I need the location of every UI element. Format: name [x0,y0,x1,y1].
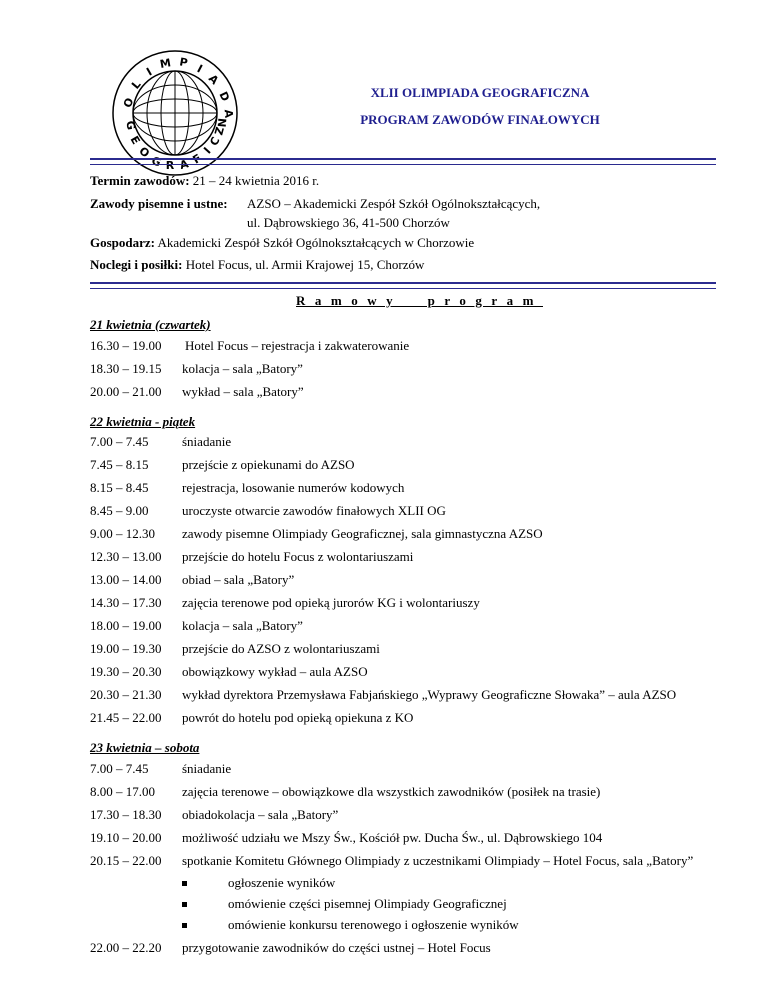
event-desc: wykład dyrektora Przemysława Fabjańskiego „Wyprawy Geograficzne Słowaka” – aula AZSO [182,687,677,702]
event-desc: uroczyste otwarcie zawodów finałowych XLII OG [182,503,446,518]
svg-text:D: D [216,89,232,104]
svg-text:P: P [178,55,189,70]
svg-text:I: I [144,65,155,79]
document-subtitle: PROGRAM ZAWODÓW FINAŁOWYCH [360,112,600,127]
time-cell: 20.30 – 21.30 [90,687,162,702]
time-cell: 19.10 – 20.00 [90,830,162,845]
svg-text:A: A [205,71,222,88]
time-cell: 12.30 – 13.00 [90,549,162,564]
event-desc: przejście z opiekunami do AZSO [182,457,355,472]
bullet-item: omówienie konkursu terenowego i ogłoszenie wyników [228,917,519,932]
event-desc: Hotel Focus – rejestracja i zakwaterowanie [185,338,410,353]
time-cell: 7.00 – 7.45 [90,761,149,776]
termin-line [90,173,319,189]
bullet-item: ogłoszenie wyników [228,875,336,890]
termin-value: 21 – 24 kwietnia 2016 r. [192,173,320,188]
event-desc: wykład – sala „Batory” [182,384,304,399]
time-cell: 21.45 – 22.00 [90,710,162,725]
bullet-icon [182,902,187,907]
zawody-value-2: ul. Dąbrowskiego 36, 41-500 Chorzów [247,215,450,230]
event-desc: zawody pisemne Olimpiady Geograficznej, sala gimnastyczna AZSO [182,526,543,541]
svg-text:I: I [194,62,205,76]
time-cell: 19.30 – 20.30 [90,664,162,679]
noclegi-value: Hotel Focus, ul. Armii Krajowej 15, Chorzów [185,257,425,272]
time-cell: 18.00 – 19.00 [90,618,162,633]
gospodarz-label: Gospodarz: [90,235,155,250]
bullet-icon [182,881,187,886]
event-desc: śniadanie [182,434,232,449]
svg-text:L: L [129,77,144,92]
svg-text:Z: Z [212,125,227,137]
svg-text:G: G [123,119,138,131]
zawody-label: Zawody pisemne i ustne: [90,196,228,211]
svg-text:M: M [158,56,172,71]
time-cell: 8.00 – 17.00 [90,784,155,799]
day-heading-21: 21 kwietnia (czwartek) [90,317,211,332]
time-cell: 16.30 – 19.00 [90,338,162,353]
time-cell: 20.15 – 22.00 [90,853,162,868]
event-desc: przejście do hotelu Focus z wolontariuszami [182,549,414,564]
event-desc: przejście do AZSO z wolontariuszami [182,641,380,656]
time-cell: 8.45 – 9.00 [90,503,149,518]
time-cell: 8.15 – 8.45 [90,480,149,495]
event-desc: obiad – sala „Batory” [182,572,295,587]
bullet-item: omówienie części pisemnej Olimpiady Geograficznej [228,896,507,911]
bullet-icon [182,923,187,928]
svg-text:F: F [190,151,204,167]
event-desc: rejestracja, losowanie numerów kodowych [182,480,405,495]
termin-label: Termin zawodów: [90,173,190,188]
noclegi-line [90,257,424,273]
gospodarz-line [90,235,474,251]
svg-text:E: E [127,133,143,147]
event-desc: kolacja – sala „Batory” [182,361,303,376]
header-divider [90,158,716,165]
event-desc: obowiązkowy wykład – aula AZSO [182,664,368,679]
svg-text:O: O [136,144,153,161]
event-desc: powrót do hotelu pod opieką opiekuna z KO [182,710,414,725]
svg-text:O: O [121,96,137,110]
time-cell: 13.00 – 14.00 [90,572,162,587]
event-desc: przygotowanie zawodników do części ustnej – Hotel Focus [182,940,491,955]
event-desc: możliwość udziału we Mszy Św., Kościół pw. Ducha Św., ul. Dąbrowskiego 104 [182,830,603,845]
svg-text:A: A [178,157,190,172]
time-cell: 14.30 – 17.30 [90,595,162,610]
time-cell: 22.00 – 22.20 [90,940,162,955]
svg-text:A: A [221,108,236,119]
day-heading-22: 22 kwietnia - piątek [90,414,196,429]
document-title: XLII OLIMPIADA GEOGRAFICZNA [370,85,590,100]
svg-text:R: R [165,159,175,172]
event-desc: śniadanie [182,761,232,776]
program-heading: Ramowy program [296,293,543,308]
info-divider [90,282,716,289]
day-heading-23: 23 kwietnia – sobota [90,740,200,755]
gospodarz-value: Akademicki Zespół Szkół Ogólnokształcących w Chorzowie [157,235,475,250]
time-cell: 18.30 – 19.15 [90,361,162,376]
event-desc: zajęcia terenowe – obowiązkowe dla wszystkich zawodników (posiłek na trasie) [182,784,601,799]
time-cell: 7.00 – 7.45 [90,434,149,449]
svg-text:G: G [149,154,163,170]
svg-text:N: N [215,117,230,128]
event-desc: obiadokolacja – sala „Batory” [182,807,339,822]
svg-text:C: C [207,134,223,148]
zawody-value-1: AZSO – Akademicki Zespół Szkół Ogólnokształcących, [247,196,541,211]
svg-text:I: I [201,144,214,157]
time-cell: 17.30 – 18.30 [90,807,162,822]
time-cell: 20.00 – 21.00 [90,384,162,399]
time-cell: 7.45 – 8.15 [90,457,149,472]
time-cell: 9.00 – 12.30 [90,526,155,541]
event-desc: zajęcia terenowe pod opieką jurorów KG i wolontariuszy [182,595,480,610]
event-desc: spotkanie Komitetu Głównego Olimpiady z uczestnikami Olimpiady – Hotel Focus, sala „Batory” [182,853,694,868]
time-cell: 19.00 – 19.30 [90,641,162,656]
event-desc: kolacja – sala „Batory” [182,618,303,633]
noclegi-label: Noclegi i posiłki: [90,257,183,272]
